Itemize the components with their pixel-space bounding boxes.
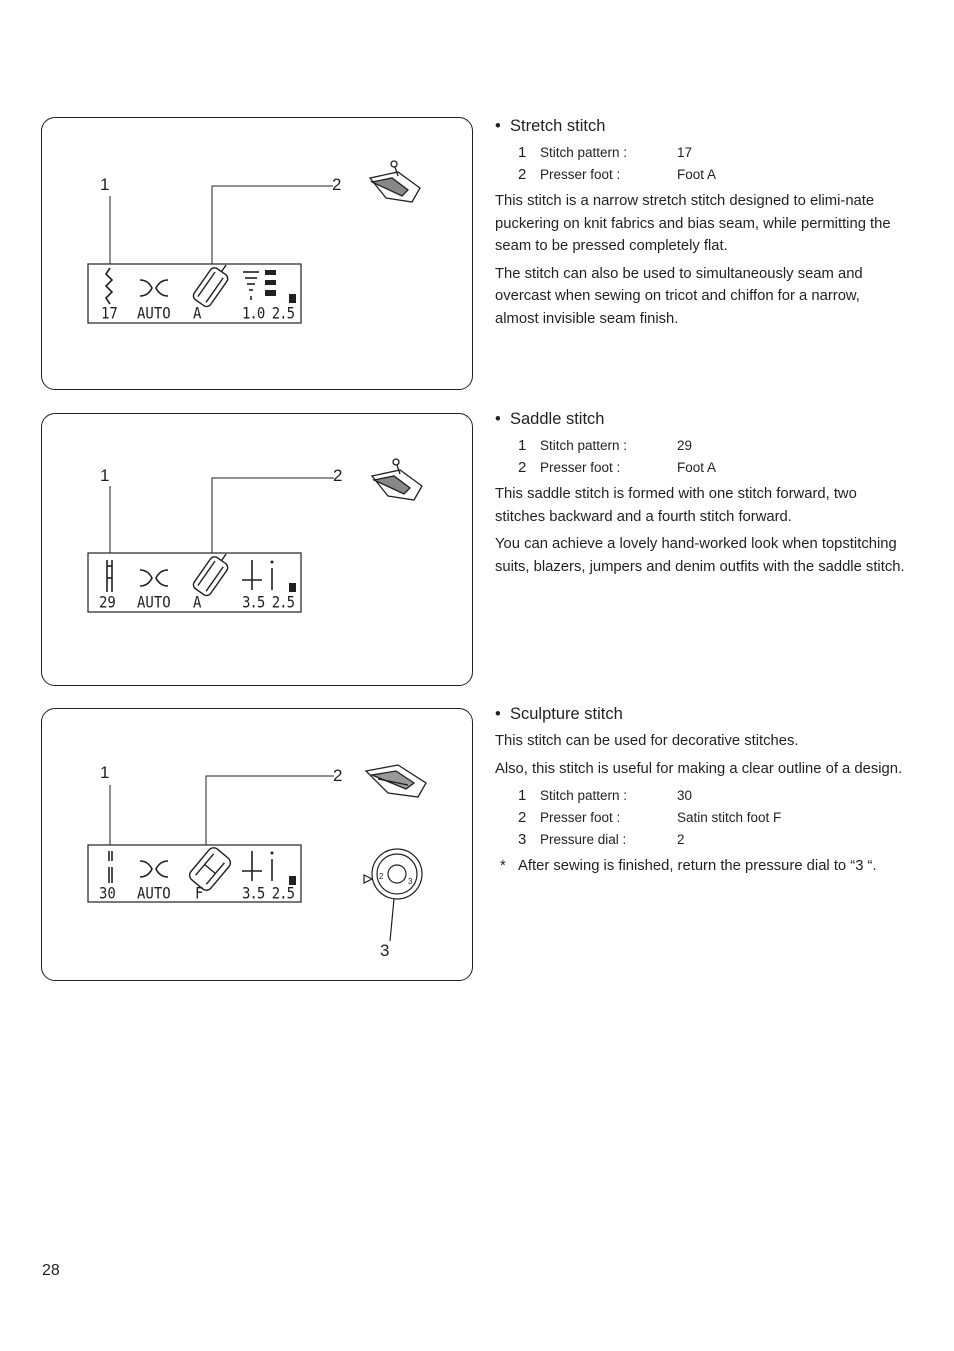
spec-row: 2 Presser foot : Foot A (518, 459, 717, 476)
section-sculpture-stitch (495, 704, 905, 878)
figure-panel-sculpture (41, 708, 473, 981)
dial-mark-2: 2 (379, 872, 384, 881)
spec-row: 2 Presser foot : Satin stitch foot F (518, 809, 782, 826)
saddle-figure-drawing (42, 414, 472, 685)
page-number: 28 (42, 1262, 60, 1279)
callout-1: 1 (100, 763, 110, 782)
lcd-setting-values: 3.5 2.5 (242, 884, 295, 904)
lcd-foot-letter: A (193, 304, 202, 324)
pressure-dial-icon (364, 849, 422, 941)
spec-row: 1 Stitch pattern : 17 (518, 144, 693, 161)
presser-foot-drawing-icon (366, 765, 426, 797)
note: * After sewing is finished, return the pressure dial to “3 “. (500, 858, 877, 874)
section-heading: • Stretch stitch (495, 117, 606, 135)
body-paragraph: Also, this stitch is useful for making a clear outline of a design. (495, 760, 903, 777)
lcd-auto-label: AUTO (137, 304, 171, 324)
presser-foot-drawing-icon (370, 161, 420, 202)
lcd-pattern-number: 29 (99, 593, 116, 613)
callout-1: 1 (100, 175, 110, 194)
spec-row: 1 Stitch pattern : 29 (518, 437, 693, 454)
callout-1: 1 (100, 466, 110, 485)
body-paragraph: The stitch can also be used to simultaneously seam and overcast when sewing on tricot and chiffon for a narrow, almost invisible seam finish. (495, 265, 863, 327)
section-heading: • Saddle stitch (495, 410, 605, 428)
section-saddle-stitch (495, 409, 905, 583)
callout-3: 3 (380, 941, 390, 960)
presser-foot-drawing-icon (372, 459, 422, 500)
section-heading: • Sculpture stitch (495, 705, 623, 723)
figure-panel-stretch (41, 117, 473, 390)
sculpture-figure-drawing (42, 709, 472, 980)
section-stretch-stitch (495, 116, 905, 335)
callout-2: 2 (333, 466, 343, 485)
lcd-foot-letter: F (195, 884, 204, 904)
spec-row: 3 Pressure dial : 2 (518, 831, 685, 848)
lcd-pattern-number: 17 (101, 304, 118, 324)
spec-row: 1 Stitch pattern : 30 (518, 787, 693, 804)
figure-panel-saddle (41, 413, 473, 686)
lcd-auto-label: AUTO (137, 884, 171, 904)
callout-2: 2 (332, 175, 342, 194)
body-paragraph: You can achieve a lovely hand-worked look when topstitching suits, blazers, jumpers and denim outfits with the saddle stitch. (495, 536, 905, 575)
body-paragraph: This stitch is a narrow stretch stitch designed to elimi-nate puckering on knit fabrics and bias seam, while permitting the seam to be pressed completely flat. (495, 193, 891, 254)
lcd-foot-letter: A (193, 593, 202, 613)
dial-mark-3: 3 (408, 877, 413, 886)
body-paragraph: This saddle stitch is formed with one stitch forward, two stitches backward and a fourth stitch forward. (495, 486, 857, 525)
body-paragraph: This stitch can be used for decorative stitches. (495, 733, 799, 749)
spec-row: 2 Presser foot : Foot A (518, 166, 717, 183)
lcd-setting-values: 3.5 2.5 (242, 593, 295, 613)
stretch-figure-drawing (42, 118, 472, 389)
lcd-setting-values: 1.0 2.5 (242, 304, 295, 324)
lcd-pattern-number: 30 (99, 884, 116, 904)
callout-2: 2 (333, 766, 343, 785)
lcd-auto-label: AUTO (137, 593, 171, 613)
